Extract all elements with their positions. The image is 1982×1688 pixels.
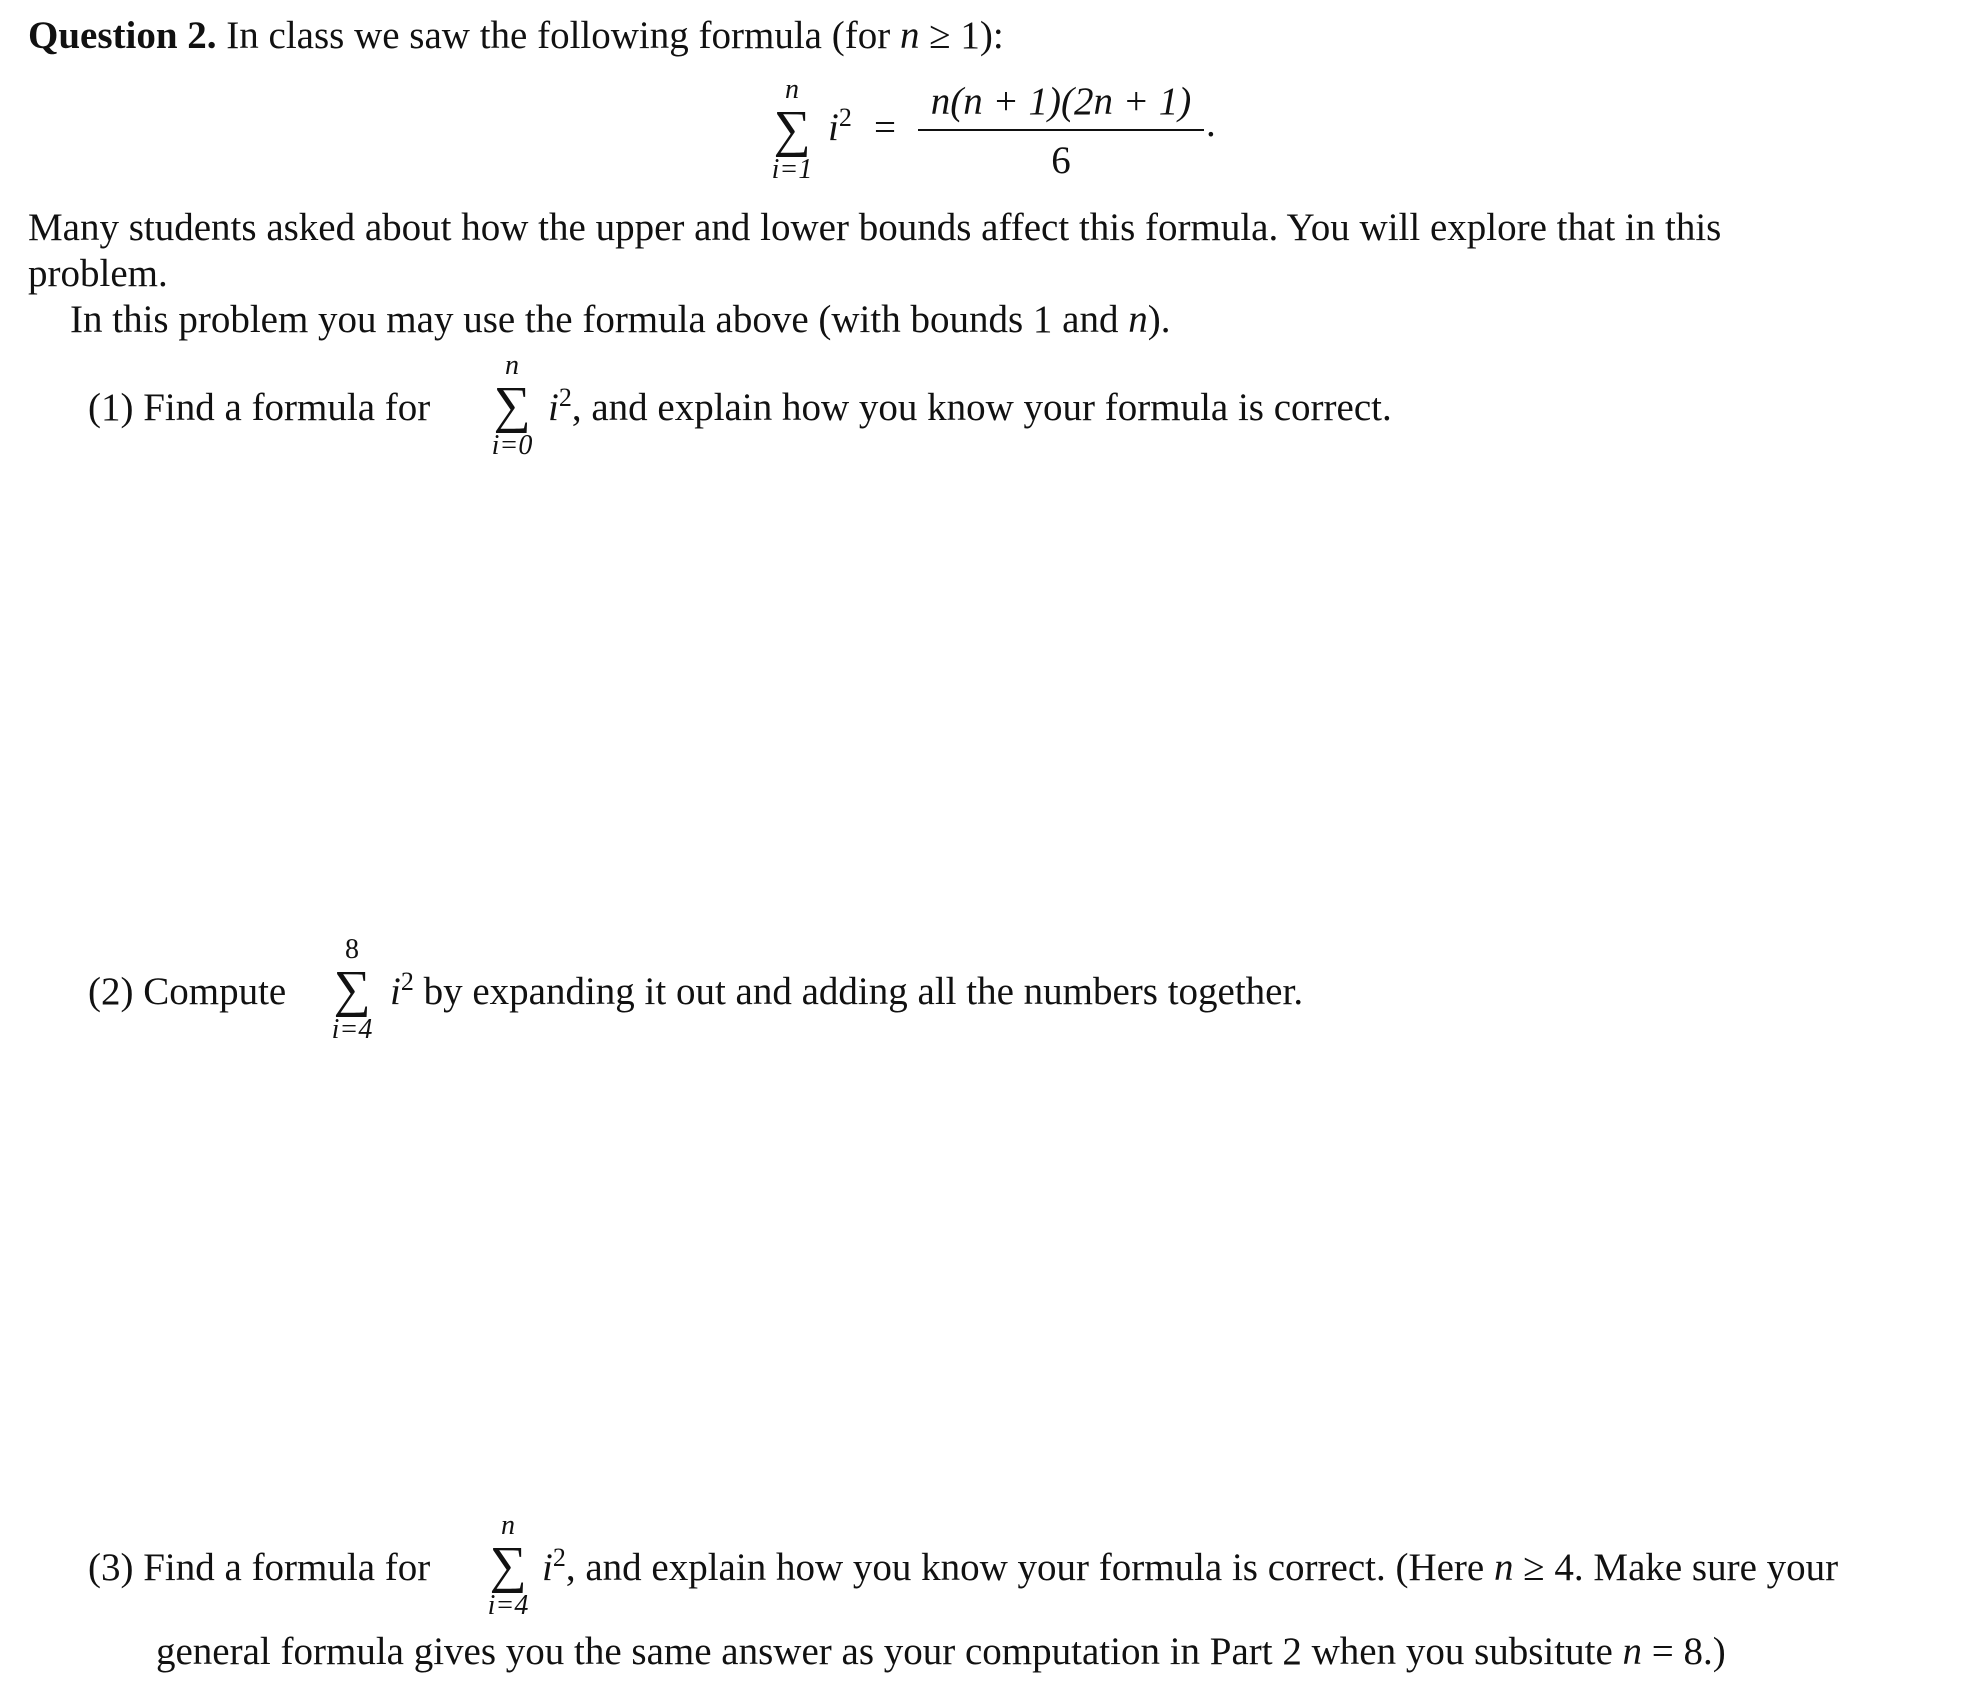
part-3-sum <box>478 1512 538 1620</box>
paragraph-line-3-start: In this problem you may use the formula above (with bounds 1 and <box>70 298 1119 341</box>
part-1-sum-lower: i=0 <box>491 430 533 461</box>
part-3-sum-lower: i=4 <box>487 1590 529 1621</box>
question-header <box>28 16 1004 55</box>
main-term-base: i <box>828 106 839 149</box>
part-3-line-2 <box>156 1632 1726 1671</box>
question-intro-cond: ≥ 1): <box>929 14 1004 57</box>
part-1-sum <box>482 352 542 460</box>
part-3-before: Find a formula for <box>143 1546 431 1589</box>
part-3-cond-rest: ≥ 4. Make sure your <box>1523 1546 1839 1589</box>
part-2-number: (2) <box>88 970 134 1013</box>
part-1-text <box>88 388 430 427</box>
main-sum-sigma: ∑ <box>773 101 811 158</box>
main-sum-lower: i=1 <box>771 154 813 185</box>
part-2-before: Compute <box>143 970 287 1013</box>
part-2-term-base: i <box>390 970 401 1013</box>
part-3-term-exp: 2 <box>552 1543 566 1572</box>
part-2-sum-sigma: ∑ <box>333 961 371 1018</box>
part-3-cond-var: n <box>1493 1546 1514 1589</box>
part-3-after <box>542 1543 1839 1589</box>
main-sum <box>760 76 824 184</box>
part-3-number: (3) <box>88 1546 134 1589</box>
part-1-term-base: i <box>548 386 559 429</box>
part-2-sum-lower: i=4 <box>331 1014 373 1045</box>
main-sum-upper: n <box>785 74 799 105</box>
part-2-sum-upper: 8 <box>345 934 359 965</box>
main-period: . <box>1206 102 1216 145</box>
paragraph-line-3-var: n <box>1128 298 1148 341</box>
question-label: Question 2. <box>28 14 217 57</box>
part-3-sum-upper: n <box>501 1510 515 1541</box>
paragraph-line-1: Many students asked about how the upper and lower bounds affect this formula. You will explore that in this <box>28 206 1722 249</box>
part-1-number: (1) <box>88 386 134 429</box>
part-1-after-text: , and explain how you know your formula is correct. <box>571 386 1392 429</box>
part-2-text <box>88 972 286 1011</box>
part-3-line-2-start: general formula gives you the same answer as your computation in Part 2 when you subsitute <box>156 1630 1613 1673</box>
paragraph-line-3-end: ). <box>1147 298 1171 341</box>
main-fraction <box>918 82 1204 180</box>
part-3-line-2-var: n <box>1622 1630 1642 1673</box>
paragraph-line-2: problem. <box>28 252 168 295</box>
part-1-sum-upper: n <box>505 350 519 381</box>
question-intro: In class we saw the following formula (for <box>226 14 891 57</box>
main-equals: = <box>874 106 896 149</box>
part-2-term-exp: 2 <box>400 967 414 996</box>
part-2-sum <box>322 936 382 1044</box>
part-3-text <box>88 1548 430 1587</box>
main-fraction-bar <box>918 129 1204 131</box>
main-term <box>828 103 852 149</box>
part-3-term-base: i <box>542 1546 553 1589</box>
part-1-term-exp: 2 <box>558 383 572 412</box>
part-3-line-2-end: = 8.) <box>1651 1630 1726 1673</box>
main-term-exp: 2 <box>838 103 852 132</box>
main-numerator: n(n + 1)(2n + 1) <box>930 80 1192 123</box>
part-3-sum-sigma: ∑ <box>489 1537 527 1594</box>
part-3-after-text: , and explain how you know your formula is correct. (Here <box>565 1546 1485 1589</box>
part-2-after-text: by expanding it out and adding all the numbers together. <box>423 970 1304 1013</box>
part-1-before: Find a formula for <box>143 386 431 429</box>
paragraph-line-3 <box>70 300 1170 339</box>
part-2-after <box>390 967 1304 1013</box>
part-1-after <box>548 383 1392 429</box>
question-intro-var: n <box>899 14 920 57</box>
main-denominator: 6 <box>1051 139 1071 182</box>
part-1-sum-sigma: ∑ <box>493 377 531 434</box>
